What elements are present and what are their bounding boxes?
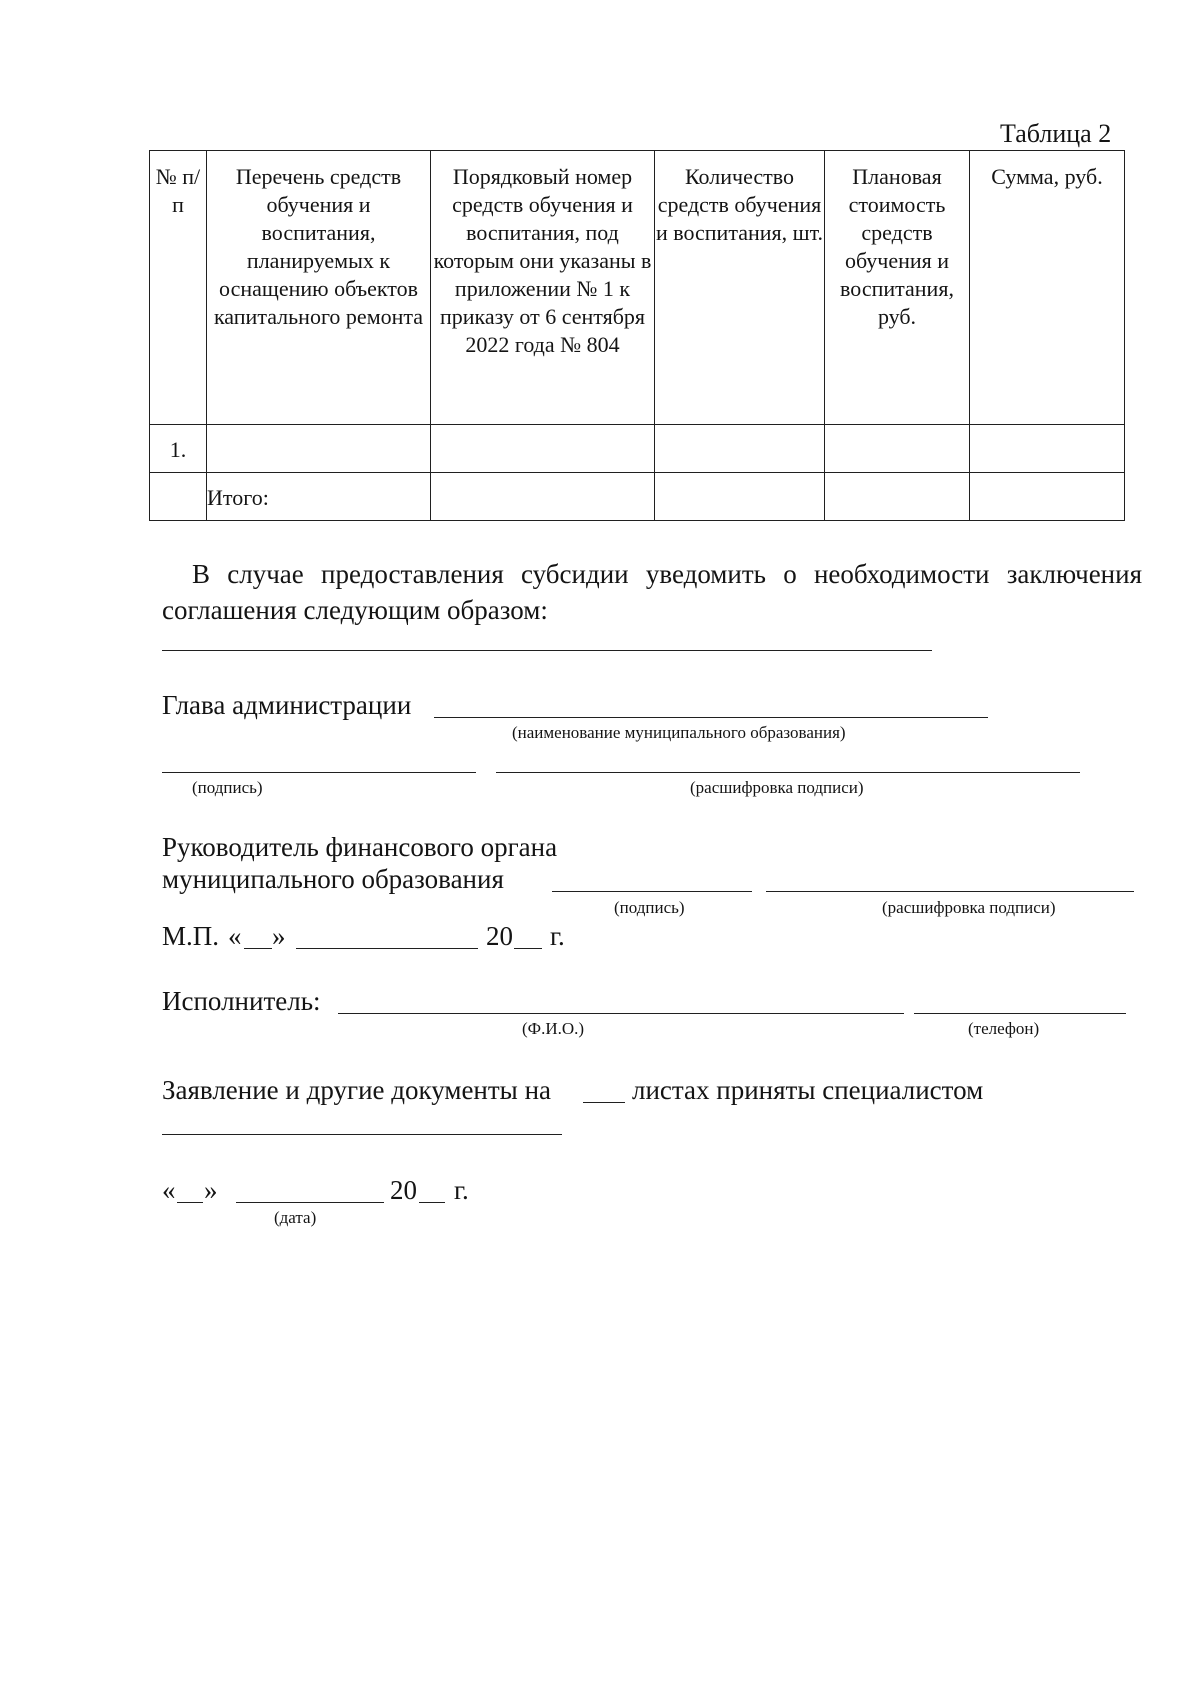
equipment-list-cell[interactable] bbox=[207, 425, 431, 473]
header-cell-order-number: Порядковый номер средств обучения и воспитания, под которым они указаны в приложении № 1 к приказу от 6 сентября 2022 года № 804 bbox=[431, 151, 655, 425]
header-cell-equipment-list: Перечень средств обучения и воспитания, планируемых к оснащению объектов капитального ремонта bbox=[207, 151, 431, 425]
total-number-cell bbox=[150, 473, 207, 521]
total-quantity-cell[interactable] bbox=[655, 473, 825, 521]
table-total-row bbox=[150, 473, 1125, 521]
mp-quote-close: » bbox=[272, 921, 286, 951]
executor-phone-field[interactable] bbox=[914, 1013, 1126, 1014]
total-planned-cost-cell[interactable] bbox=[825, 473, 970, 521]
finance-head-decoding-field[interactable] bbox=[766, 891, 1134, 892]
table-row bbox=[150, 425, 1125, 473]
date-year-field[interactable] bbox=[419, 1202, 445, 1203]
table-header-row bbox=[150, 151, 1125, 425]
finance-head-signature-hint: (подпись) bbox=[614, 898, 685, 917]
date-quote-open: « bbox=[162, 1175, 176, 1205]
finance-head-label-line1: Руководитель финансового органа bbox=[162, 832, 558, 862]
date-quote-close: » bbox=[204, 1175, 218, 1205]
header-cell-planned-cost: Плановая стоимость средств обучения и воспитания, руб. bbox=[825, 151, 970, 425]
date-day-field[interactable] bbox=[177, 1202, 203, 1203]
header-cell-number: № п/п bbox=[150, 151, 207, 425]
table-caption: Таблица 2 bbox=[1000, 119, 1112, 148]
head-admin-signature-field[interactable] bbox=[162, 772, 476, 773]
finance-head-decoding-hint: (расшифровка подписи) bbox=[882, 898, 1056, 917]
date-year-prefix: 20 bbox=[390, 1175, 417, 1205]
notice-paragraph: В случае предоставления субсидии уведомить о необходимости заключения соглашения следующим образом: bbox=[162, 559, 1142, 625]
date-month-field[interactable] bbox=[236, 1202, 384, 1203]
mp-year-suffix: г. bbox=[550, 921, 565, 951]
finance-head-signature-field[interactable] bbox=[552, 891, 752, 892]
executor-label: Исполнитель: bbox=[162, 986, 321, 1016]
total-sum-cell[interactable] bbox=[970, 473, 1125, 521]
sheet-count-field[interactable] bbox=[583, 1102, 625, 1103]
finance-head-label-line2: муниципального образования bbox=[162, 864, 504, 894]
head-admin-signature-hint: (подпись) bbox=[192, 778, 263, 797]
row-number-cell: 1. bbox=[150, 425, 207, 473]
municipality-hint: (наименование муниципального образования) bbox=[512, 723, 846, 742]
executor-phone-hint: (телефон) bbox=[968, 1019, 1040, 1038]
mp-month-field[interactable] bbox=[296, 948, 478, 949]
mp-year-field[interactable] bbox=[514, 948, 542, 949]
total-label-cell: Итого: bbox=[207, 473, 431, 521]
total-order-number-cell[interactable] bbox=[431, 473, 655, 521]
head-admin-label: Глава администрации bbox=[162, 690, 412, 720]
mp-day-field[interactable] bbox=[244, 948, 272, 949]
date-hint: (дата) bbox=[274, 1208, 317, 1227]
mp-label: М.П. bbox=[162, 921, 220, 951]
subsidy-table bbox=[149, 150, 1125, 521]
municipality-field[interactable] bbox=[434, 717, 988, 718]
acceptance-text-before: Заявление и другие документы на bbox=[162, 1075, 552, 1105]
header-cell-quantity: Количество средств обучения и воспитания, шт. bbox=[655, 151, 825, 425]
specialist-field[interactable] bbox=[162, 1134, 562, 1135]
header-cell-sum: Сумма, руб. bbox=[970, 151, 1125, 425]
order-number-cell[interactable] bbox=[431, 425, 655, 473]
notice-method-field[interactable] bbox=[162, 650, 932, 651]
head-admin-decoding-hint: (расшифровка подписи) bbox=[690, 778, 864, 797]
executor-fio-hint: (Ф.И.О.) bbox=[522, 1019, 585, 1038]
planned-cost-cell[interactable] bbox=[825, 425, 970, 473]
sum-cell[interactable] bbox=[970, 425, 1125, 473]
acceptance-text-after: листах приняты специалистом bbox=[632, 1075, 984, 1105]
mp-year-prefix: 20 bbox=[486, 921, 513, 951]
date-year-suffix: г. bbox=[454, 1175, 469, 1205]
quantity-cell[interactable] bbox=[655, 425, 825, 473]
executor-fio-field[interactable] bbox=[338, 1013, 904, 1014]
mp-quote-open: « bbox=[228, 921, 242, 951]
head-admin-decoding-field[interactable] bbox=[496, 772, 1080, 773]
